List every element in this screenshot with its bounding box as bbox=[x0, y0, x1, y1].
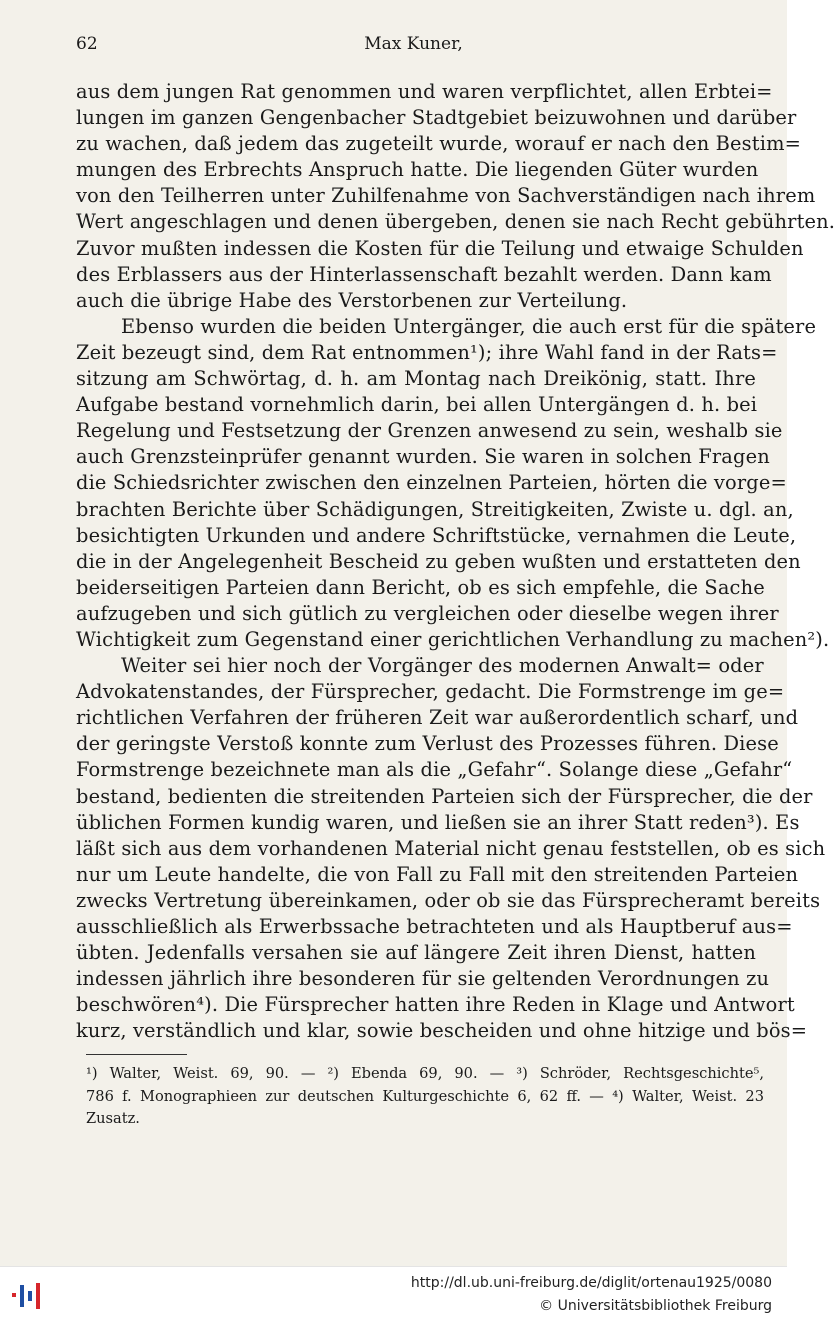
page-header bbox=[76, 34, 751, 62]
footnote-line: Zusatz. bbox=[86, 1110, 140, 1127]
footnote-line: ¹) Walter, Weist. 69, 90. — ²) Ebenda 69, 90. — ³) Schröder, Rechtsgeschichte⁵, bbox=[86, 1065, 764, 1082]
text-line: Weiter sei hier noch der Vorgänger des modernen Anwalt= oder bbox=[121, 654, 764, 678]
text-line: Aufgabe bestand vornehmlich darin, bei allen Untergängen d. h. bei bbox=[76, 393, 758, 417]
body-text bbox=[76, 79, 835, 1044]
text-line: zwecks Vertretung übereinkamen, oder ob sie das Fürsprecheramt bereits bbox=[76, 888, 821, 912]
text-line: lungen im ganzen Gengenbacher Stadtgebiet beizuwohnen und darüber bbox=[76, 106, 797, 130]
text-line: Zuvor mußten indessen die Kosten für die Teilung und etwaige Schulden bbox=[76, 236, 804, 260]
text-line: des Erblassers aus der Hinterlassenschaft bezahlt werden. Dann kam bbox=[76, 262, 772, 286]
text-line: auch Grenzsteinprüfer genannt wurden. Sie waren in solchen Fragen bbox=[76, 445, 770, 469]
footer-url-link[interactable]: http://dl.ub.uni-freiburg.de/diglit/ortenau1925/0080 bbox=[410, 1275, 772, 1291]
footer-copyright: © Universitätsbibliothek Freiburg bbox=[539, 1298, 772, 1314]
footnote-line: 786 f. Monographieen zur deutschen Kulturgeschichte 6, 62 ff. — ⁴) Walter, Weist. 23 bbox=[86, 1087, 764, 1105]
text-line: läßt sich aus dem vorhandenen Material nicht genau feststellen, ob es sich bbox=[76, 836, 826, 860]
text-line: Formstrenge bezeichnete man als die „Gefahr“. Solange diese „Gefahr“ bbox=[76, 758, 793, 782]
running-head: Max Kuner, bbox=[364, 34, 463, 54]
text-line: üblichen Formen kundig waren, und ließen sie an ihrer Statt reden³). Es bbox=[76, 810, 800, 834]
text-line: auch die übrige Habe des Verstorbenen zur Verteilung. bbox=[76, 288, 628, 312]
text-line: sitzung am Schwörtag, d. h. am Montag nach Dreikönig, statt. Ihre bbox=[76, 367, 756, 391]
text-line: beschwören⁴). Die Fürsprecher hatten ihre Reden in Klage und Antwort bbox=[76, 993, 795, 1017]
text-line: Advokatenstandes, der Fürsprecher, gedacht. Die Formstrenge im ge= bbox=[76, 680, 785, 704]
text-line: aus dem jungen Rat genommen und waren verpflichtet, allen Erbtei= bbox=[76, 80, 773, 103]
footnote-rule bbox=[86, 1054, 187, 1055]
text-line: Ebenso wurden die beiden Untergänger, die auch erst für die spätere bbox=[121, 314, 817, 338]
text-line: indessen jährlich ihre besonderen für sie geltenden Verordnungen zu bbox=[76, 967, 770, 991]
text-line: Regelung und Festsetzung der Grenzen anwesend zu sein, weshalb sie bbox=[76, 419, 783, 443]
text-line: ausschließlich als Erwerbssache betrachteten und als Hauptberuf aus= bbox=[76, 915, 793, 938]
text-line: besichtigten Urkunden und andere Schriftstücke, vernahmen die Leute, bbox=[76, 523, 797, 547]
text-line: bestand, bedienten die streitenden Parteien sich der Fürsprecher, die der bbox=[76, 784, 813, 808]
page-number: 62 bbox=[76, 34, 98, 54]
text-line: übten. Jedenfalls versahen sie auf längere Zeit ihren Dienst, hatten bbox=[76, 941, 756, 965]
footer-bar bbox=[0, 1266, 787, 1323]
text-line: zu wachen, daß jedem das zugeteilt wurde, worauf er nach den Bestim= bbox=[76, 132, 802, 156]
text-line: richtlichen Verfahren der früheren Zeit war außerordentlich scharf, und bbox=[76, 706, 799, 730]
text-line: die Schiedsrichter zwischen den einzelnen Parteien, hörten die vorge= bbox=[76, 471, 787, 495]
text-line: nur um Leute handelte, die von Fall zu Fall mit den streitenden Parteien bbox=[76, 862, 799, 886]
library-logo-icon bbox=[10, 1281, 50, 1311]
text-line: Wichtigkeit zum Gegenstand einer gerichtlichen Verhandlung zu machen²). bbox=[76, 627, 830, 651]
text-line: von den Teilherren unter Zuhilfenahme von Sachverständigen nach ihrem bbox=[76, 184, 816, 208]
text-line: Wert angeschlagen und denen übergeben, denen sie nach Recht gebührten. bbox=[76, 210, 835, 234]
footnotes bbox=[86, 1063, 764, 1131]
text-line: brachten Berichte über Schädigungen, Streitigkeiten, Zwiste u. dgl. an, bbox=[76, 497, 794, 521]
text-line: beiderseitigen Parteien dann Bericht, ob es sich empfehle, die Sache bbox=[76, 575, 765, 599]
text-line: die in der Angelegenheit Bescheid zu geben wußten und erstatteten den bbox=[76, 549, 801, 573]
text-line: der geringste Verstoß konnte zum Verlust des Prozesses führen. Diese bbox=[76, 732, 779, 756]
text-line: mungen des Erbrechts Anspruch hatte. Die liegenden Güter wurden bbox=[76, 158, 759, 182]
text-line: Zeit bezeugt sind, dem Rat entnommen¹); ihre Wahl fand in der Rats= bbox=[76, 340, 778, 364]
text-line: aufzugeben und sich gütlich zu vergleichen oder dieselbe wegen ihrer bbox=[76, 601, 779, 625]
text-line: kurz, verständlich und klar, sowie bescheiden und ohne hitzige und bös= bbox=[76, 1019, 808, 1043]
